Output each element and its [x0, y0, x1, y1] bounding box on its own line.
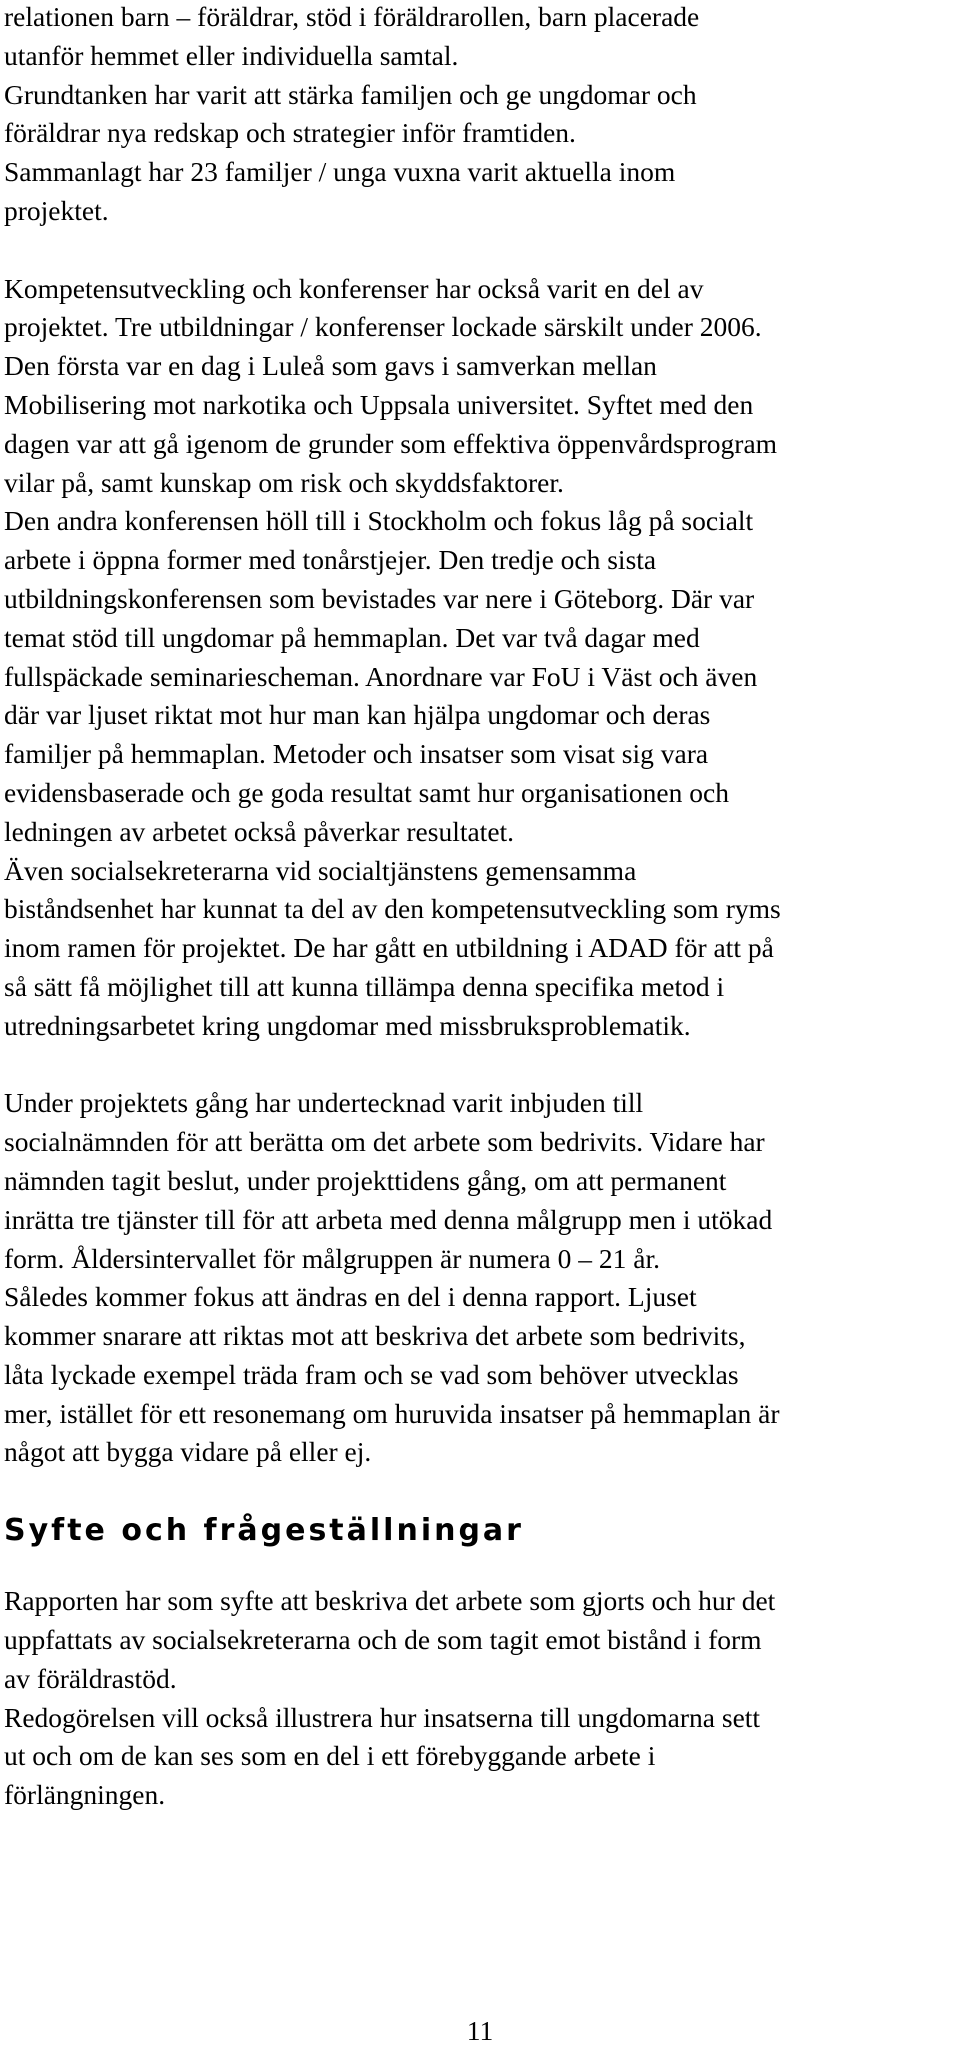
- text-line: Rapporten har som syfte att beskriva det arbete som gjorts och hur det: [4, 1585, 776, 1617]
- text-line: inrätta tre tjänster till för att arbeta med denna målgrupp men i utökad: [4, 1203, 773, 1235]
- text-line: så sätt få möjlighet till att kunna tillämpa denna specifika metod i: [4, 970, 725, 1002]
- text-line: uppfattats av socialsekreterarna och de som tagit emot bistånd i form: [4, 1624, 762, 1656]
- paragraph-kompetensutveckling: [4, 270, 954, 1046]
- text-line: utanför hemmet eller individuella samtal.: [4, 39, 459, 71]
- text-line: ledningen av arbetet också påverkar resultatet.: [4, 815, 515, 847]
- text-line: inom ramen för projektet. De har gått en utbildning i ADAD för att på: [4, 932, 774, 964]
- text-line: vilar på, samt kunskap om risk och skyddsfaktorer.: [4, 466, 564, 498]
- text-line: dagen var att gå igenom de grunder som effektiva öppenvårdsprogram: [4, 427, 778, 459]
- paragraph-under-projektets-gang: [4, 1084, 954, 1472]
- text-line: Grundtanken har varit att stärka familjen och ge ungdomar och: [4, 78, 697, 110]
- paragraph-spacer: [4, 1046, 954, 1085]
- text-line: utbildningskonferensen som bevistades var nere i Göteborg. Där var: [4, 582, 755, 614]
- text-line: fullspäckade seminariescheman. Anordnare var FoU i Väst och även: [4, 660, 758, 692]
- text-line: Sammanlagt har 23 familjer / unga vuxna varit aktuella inom: [4, 156, 676, 188]
- text-line: där var ljuset riktat mot hur man kan hjälpa ungdomar och deras: [4, 699, 711, 731]
- paragraph-intro: [4, 0, 954, 231]
- text-line: av föräldrastöd.: [4, 1662, 177, 1694]
- text-line: Således kommer fokus att ändras en del i denna rapport. Ljuset: [4, 1281, 697, 1313]
- text-line: form. Åldersintervallet för målgruppen är numera 0 – 21 år.: [4, 1242, 660, 1274]
- paragraph-spacer: [4, 231, 954, 270]
- text-line: förlängningen.: [4, 1779, 166, 1811]
- text-line: ut och om de kan ses som en del i ett förebyggande arbete i: [4, 1740, 656, 1772]
- text-line: arbete i öppna former med tonårstjejer. Den tredje och sista: [4, 544, 657, 576]
- text-line: Redogörelsen vill också illustrera hur insatserna till ungdomarna sett: [4, 1701, 761, 1733]
- text-line: familjer på hemmaplan. Metoder och insatser som visat sig vara: [4, 738, 709, 770]
- text-line: kommer snarare att riktas mot att beskriva det arbete som bedrivits,: [4, 1320, 746, 1352]
- text-line: Även socialsekreterarna vid socialtjänstens gemensamma: [4, 854, 637, 886]
- text-line: relationen barn – föräldrar, stöd i föräldrarollen, barn placerade: [4, 1, 700, 32]
- text-line: evidensbaserade och ge goda resultat samt hur organisationen och: [4, 776, 729, 808]
- text-line: temat stöd till ungdomar på hemmaplan. Det var två dagar med: [4, 621, 700, 653]
- text-line: föräldrar nya redskap och strategier inför framtiden.: [4, 117, 576, 149]
- text-line: nämnden tagit beslut, under projekttidens gång, om att permanent: [4, 1164, 727, 1196]
- text-line: Den andra konferensen höll till i Stockholm och fokus låg på socialt: [4, 505, 754, 537]
- text-line: projektet.: [4, 194, 109, 226]
- page-number: 11: [466, 2015, 494, 2046]
- document-page: [4, 0, 954, 2066]
- text-line: något att bygga vidare på eller ej.: [4, 1436, 372, 1468]
- text-line: Mobilisering mot narkotika och Uppsala universitet. Syftet med den: [4, 388, 754, 420]
- text-line: projektet. Tre utbildningar / konferenser lockade särskilt under 2006.: [4, 311, 762, 343]
- section-heading: Syfte och frågeställningar: [4, 1513, 524, 1549]
- text-line: utredningsarbetet kring ungdomar med missbruksproblematik.: [4, 1009, 691, 1041]
- paragraph-syfte: [4, 1582, 954, 1815]
- text-line: Den första var en dag i Luleå som gavs i samverkan mellan: [4, 350, 657, 382]
- text-line: Kompetensutveckling och konferenser har också varit en del av: [4, 272, 704, 304]
- text-line: låta lyckade exempel träda fram och se vad som behöver utvecklas: [4, 1358, 739, 1390]
- text-line: biståndsenhet har kunnat ta del av den kompetensutveckling som ryms: [4, 893, 781, 925]
- text-line: mer, istället för ett resonemang om huruvida insatser på hemmaplan är: [4, 1397, 780, 1429]
- text-line: Under projektets gång har undertecknad varit inbjuden till: [4, 1087, 644, 1119]
- text-line: socialnämnden för att berätta om det arbete som bedrivits. Vidare har: [4, 1126, 765, 1158]
